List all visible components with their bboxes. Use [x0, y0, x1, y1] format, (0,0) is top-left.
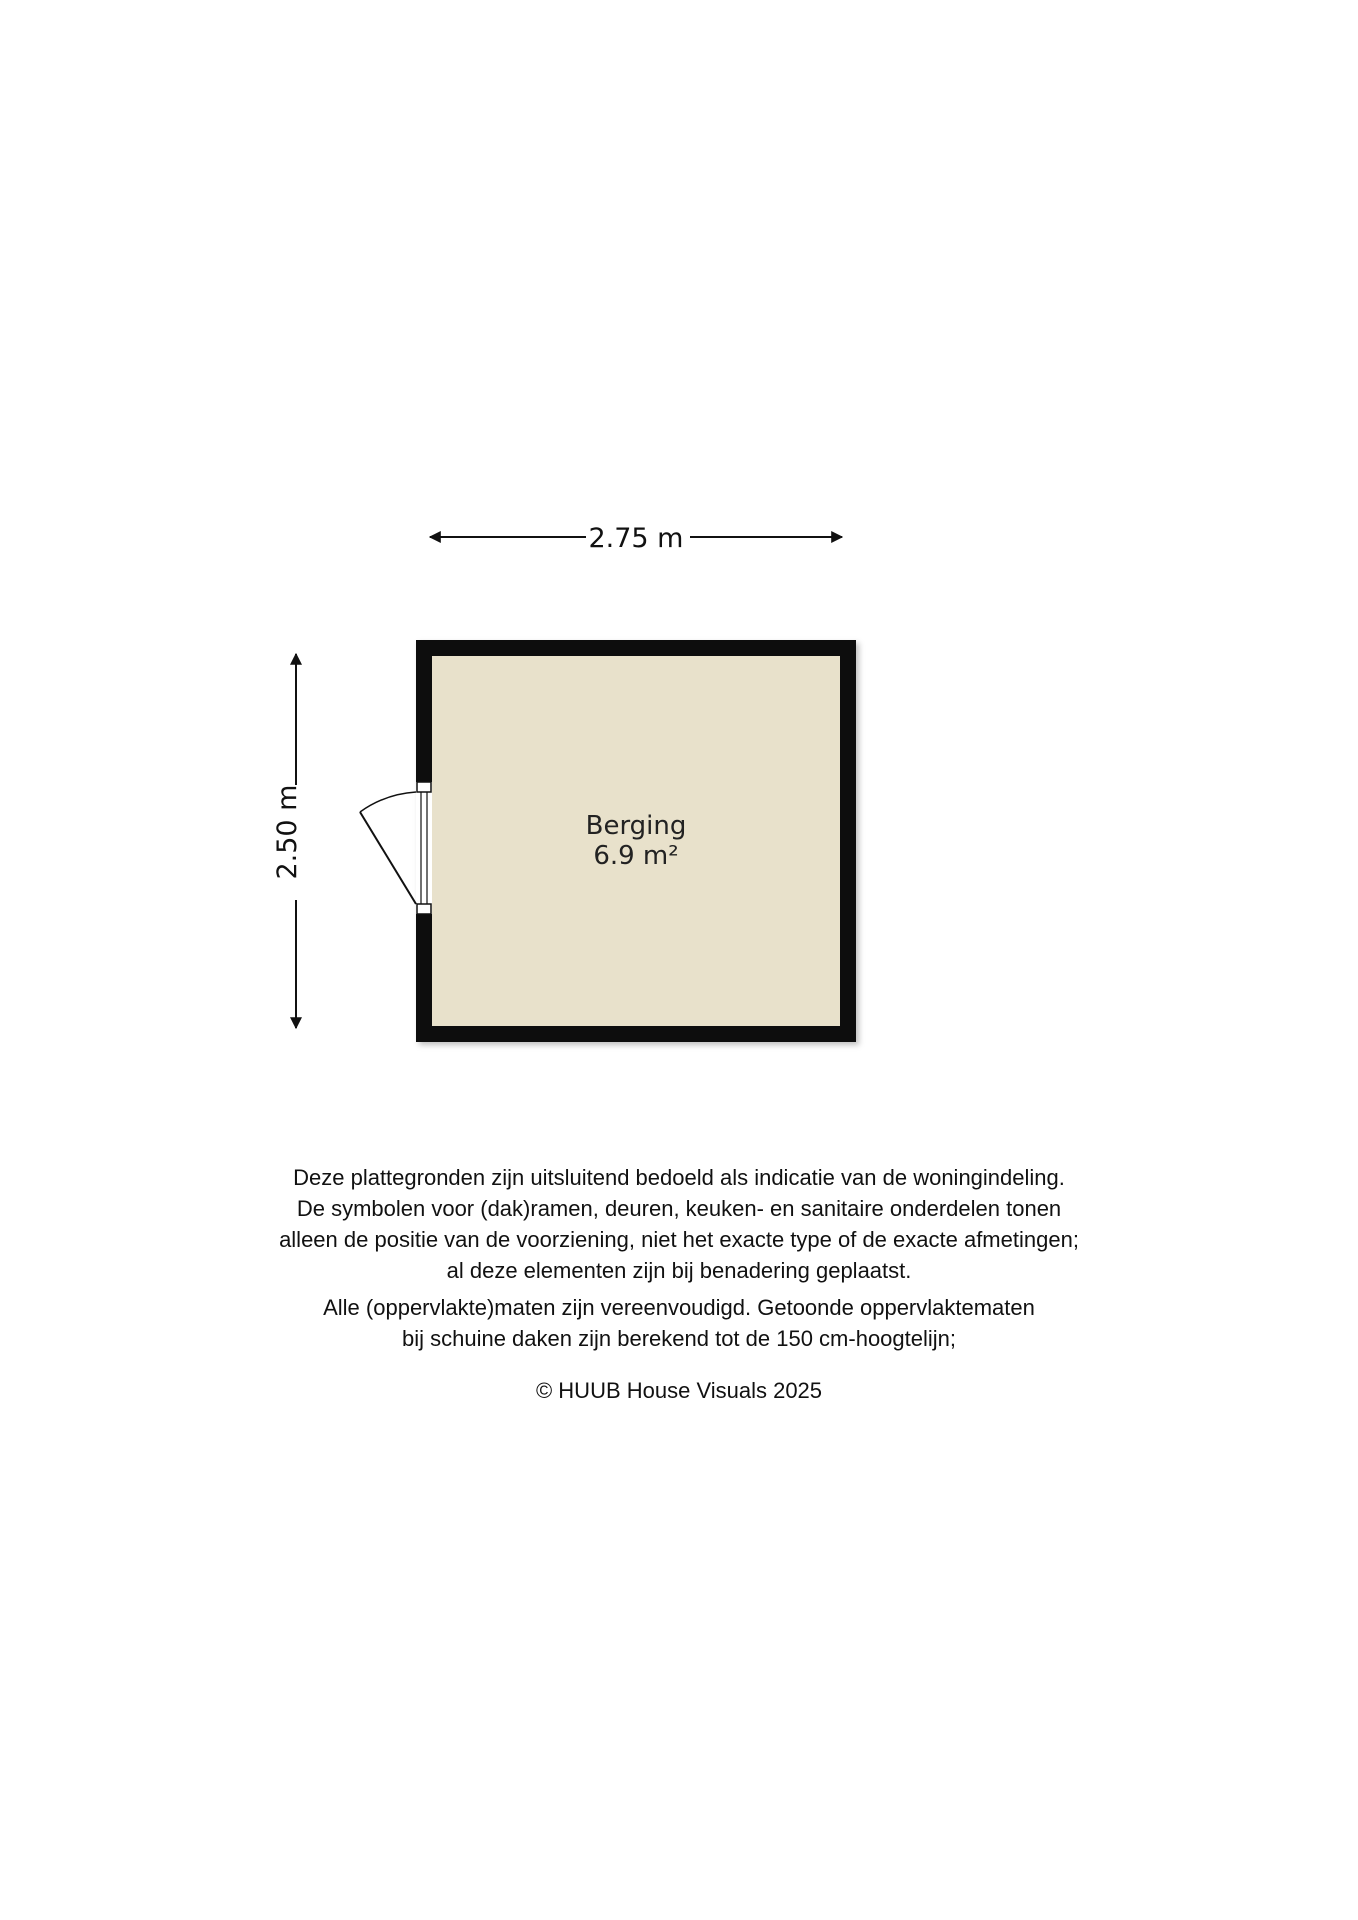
height-dimension [272, 654, 303, 1028]
copyright-notice [0, 1375, 1358, 1406]
disclaimer-line: alleen de positie van de voorziening, niet het exacte type of de exacte afmetingen; [279, 1227, 1079, 1252]
disclaimer-line: Alle (oppervlakte)maten zijn vereenvoudigd. Getoonde oppervlaktematen [323, 1295, 1035, 1320]
room-berging [360, 640, 856, 1042]
disclaimer-line: Deze plattegronden zijn uitsluitend bedoeld als indicatie van de woningindeling. [293, 1165, 1065, 1190]
room-name: Berging [585, 811, 687, 841]
width-dimension-label: 2.75 m [588, 523, 684, 554]
width-dimension [430, 523, 842, 554]
disclaimer-paragraph-1 [0, 1162, 1358, 1286]
disclaimer-paragraph-2 [0, 1292, 1358, 1354]
copyright-text: © HUUB House Visuals 2025 [535, 1378, 823, 1403]
disclaimer-line: al deze elementen zijn bij benadering geplaatst. [446, 1258, 912, 1283]
disclaimer-line: De symbolen voor (dak)ramen, deuren, keuken- en sanitaire onderdelen tonen [296, 1196, 1062, 1221]
door-leaf [360, 812, 416, 904]
door-opening [416, 782, 432, 914]
door-swing-arc [360, 792, 416, 812]
room-area: 6.9 m² [593, 841, 679, 871]
disclaimer-line: bij schuine daken zijn berekend tot de 150 cm-hoogtelijn; [401, 1326, 957, 1351]
door-jamb-top [417, 782, 431, 792]
height-dimension-label: 2.50 m [272, 784, 303, 880]
door-jamb-bottom [417, 904, 431, 914]
